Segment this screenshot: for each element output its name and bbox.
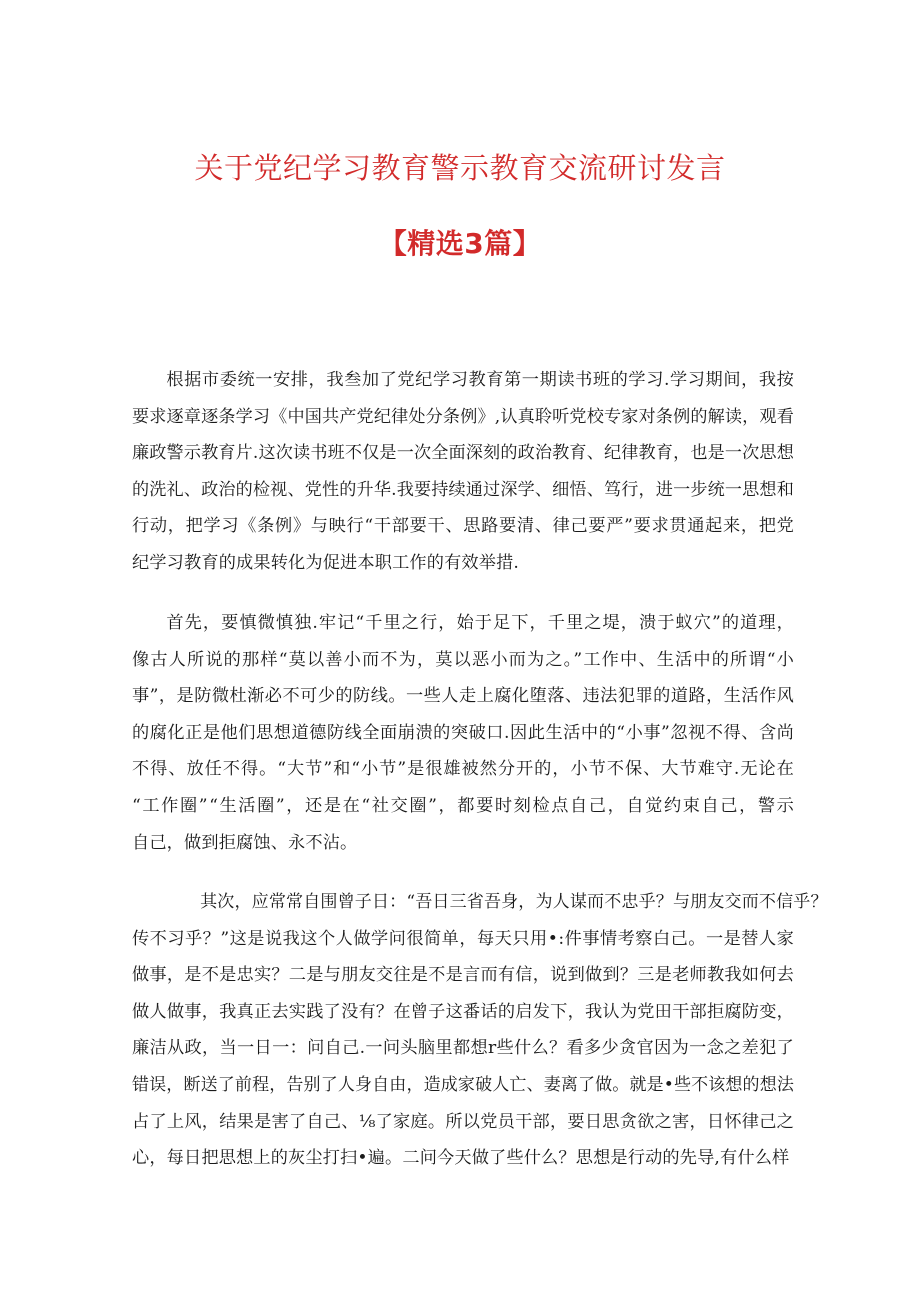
text-line: “工作圈”“生活圈”，还是在“社交圈”，都要时刻检点自己，自觉约束自己，警示 [132, 795, 796, 816]
text-line: 的腐化正是他们思想道德防线全面崩溃的突破口.因此生活中的“小事”忽视不得、含尚 [132, 722, 795, 743]
text-line: 事”，是防微杜渐必不可少的防线。一些人走上腐化堕落、违法犯罪的道路，生活作风 [132, 686, 795, 707]
document-title: 关于党纪学习教育警示教育交流研讨发言 [194, 151, 726, 185]
text-line: 的洗礼、政治的检视、党性的升华.我要持续通过深学、细悟、笃行，进一步统一思想和 [132, 479, 794, 500]
text-line: 心，每日把思想上的灰尘打扫•遍。二问今天做了些什么？思想是行动的先导,有什么样 [132, 1148, 790, 1169]
text-line: 首先，要慎微慎独.牢记“千里之行，始于足下，千里之堤，溃于蚁穴”的道理， [166, 613, 795, 633]
text-line: 不得、放任不得。“大节”和“小节”是很雄被然分开的，小节不保、大节难守.无论在 [132, 759, 795, 780]
text-line: 纪学习教育的成果转化为促进本职工作的有效举措. [132, 552, 520, 573]
text-line: 错误，断送了前程，告别了人身自由，造成家破人亡、妻离了做。就是•些不该想的想法 [132, 1074, 795, 1095]
paragraph-text [132, 605, 794, 861]
text-line: 做事，是不是忠实？二是与朋友交往是不是言而有信，说到做到？三是老师教我如何去 [132, 965, 795, 986]
text-line: 占了上风，结果是害了自己、⅛了家庭。所以党员干部，要日思贪欲之害，日怀律己之 [132, 1111, 795, 1132]
text-line: 自己，做到拒腐蚀、永不沾。 [132, 832, 358, 853]
text-line: 像古人所说的那样“莫以善小而不为，莫以恶小而为之。”工作中、生活中的所谓“小 [132, 649, 795, 670]
text-line: 其次，应常常自围曾子日：“吾日三省吾身，为人谋而不忠乎？与朋友交而不信乎？ [200, 892, 829, 912]
text-line: 要求逐章逐条学习《中国共产党纪律处分条例》,认真聆听党校专家对条例的解读，观看 [132, 406, 794, 427]
text-line: 廉洁从政，当一日一：问自己.一问头脑里都想r些什么？看多少贪官因为一念之差犯了 [132, 1038, 795, 1059]
text-line: 廉政警示教育片.这次读书班不仅是一次全面深刻的政治教育、纪律教育，也是一次思想 [132, 443, 794, 464]
paragraph-3 [132, 884, 829, 1213]
paragraph-text [132, 884, 829, 1177]
text-line: 做人做事，我真正去实践了没有？在曾子这番话的启发下，我认为党田干部拒腐防变， [132, 1001, 795, 1022]
document-subtitle: 【精选3篇】 [378, 227, 542, 260]
text-line: 根据市委统一安排，我叁加了党纪学习教育第一期读书班的学习.学习期间，我按 [166, 370, 795, 390]
text-line: 传不习乎？”这是说我这个人做学问很简单，每天只用•:件事情考察白己。一是替人家 [132, 928, 795, 949]
paragraph-text [132, 362, 794, 582]
text-line: 行动，把学习《条例》与映行“干部要干、思路要清、律己要严”要求贯通起来，把党 [132, 516, 795, 537]
paragraph-1 [132, 362, 794, 618]
paragraph-2 [132, 605, 794, 897]
